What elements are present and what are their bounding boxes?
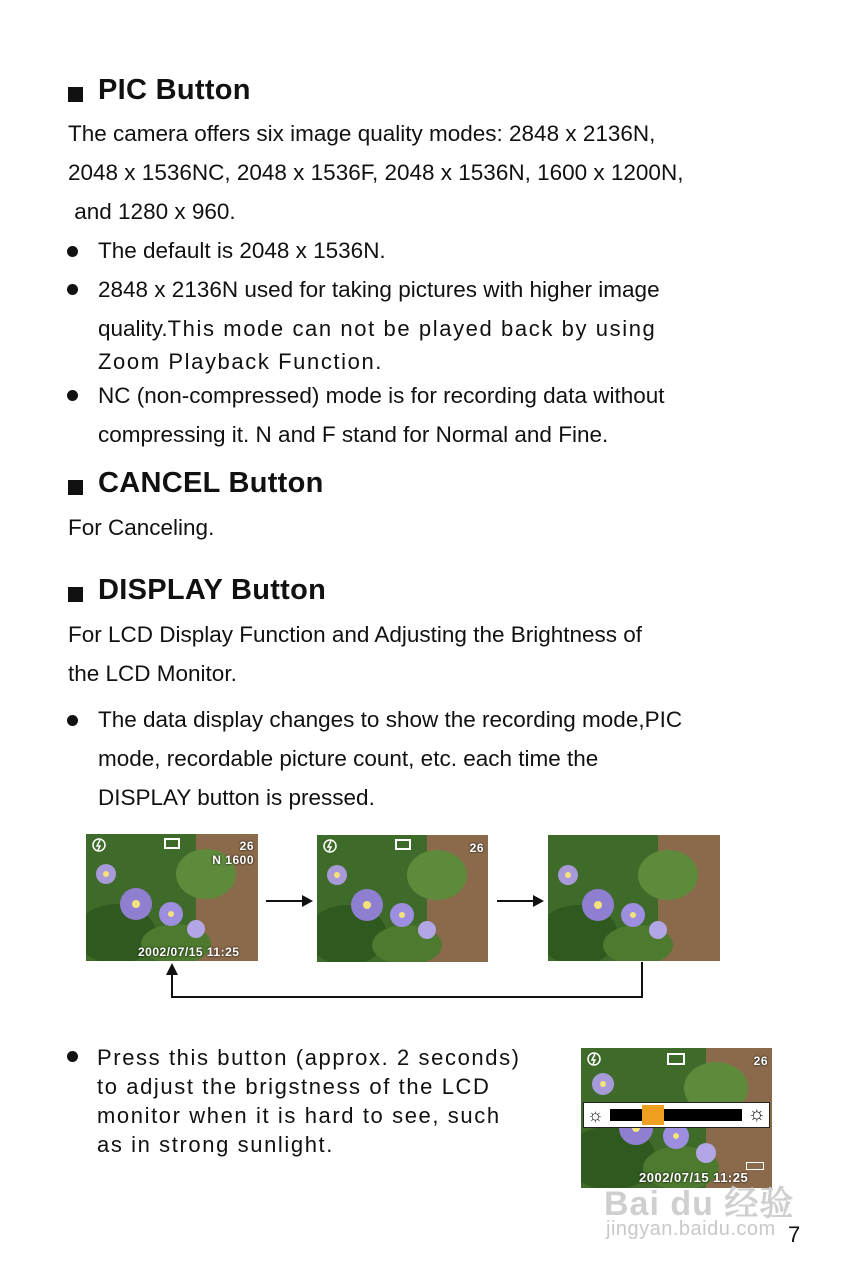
cancel-body: For Canceling. [68, 515, 215, 540]
display-body: For LCD Display Function and Adjusting the Brightness of [68, 622, 643, 647]
brightness-text [97, 1043, 521, 1159]
pic-playback-note: Zoom Playback Function. [98, 349, 384, 374]
right-arrow-icon [497, 894, 545, 908]
brightness-text-line: as in strong sunlight. [97, 1132, 334, 1157]
picture-count: 26 [239, 839, 254, 853]
pic-intro-line: 2048 x 1536NC, 2048 x 1536F, 2048 x 1536N, 1600 x 1200N, [68, 160, 684, 185]
frame-icon [164, 838, 180, 849]
watermark-brand: Bai du 经验 [604, 1185, 795, 1223]
sun-bright-icon: ☼ [747, 1103, 766, 1125]
brightness-slider-thumb[interactable] [642, 1105, 664, 1125]
bullet-dot [67, 390, 78, 401]
bullet-dot [67, 246, 78, 257]
date-time: 2002/07/15 11:25 [639, 1170, 749, 1185]
return-arrow-icon [164, 962, 644, 1002]
pic-high-quality-text: 2848 x 2136N used for taking pictures with higher image [98, 277, 660, 302]
lcd-screen-full-info [86, 834, 258, 961]
section-marker [68, 587, 83, 602]
picture-count: 26 [469, 841, 484, 855]
pic-default-text: The default is 2048 x 1536N. [98, 238, 386, 263]
watermark-url: jingyan.baidu.com [606, 1218, 776, 1240]
battery-icon [746, 1162, 764, 1170]
section-marker [68, 480, 83, 495]
bullet-dot [67, 715, 78, 726]
quality-mode: N 1600 [212, 853, 254, 867]
pic-nc-text: compressing it. N and F stand for Normal and Fine. [98, 422, 609, 447]
display-cycle-text: DISPLAY button is pressed. [98, 785, 375, 810]
brightness-slider-track[interactable] [610, 1109, 742, 1121]
pic-intro-line: The camera offers six image quality modes: 2848 x 2136N, [68, 121, 656, 146]
brightness-text-line: monitor when it is hard to see, such [97, 1103, 501, 1128]
lcd-screen-count-only [317, 835, 488, 962]
pic-intro-line: and 1280 x 960. [68, 199, 236, 224]
display-cycle-text: mode, recordable picture count, etc. each time the [98, 746, 599, 771]
lcd-screen-no-info [548, 835, 720, 961]
flower-photo [317, 835, 488, 962]
section-marker [68, 87, 83, 102]
display-cycle-text: The data display changes to show the recording mode,PIC [98, 707, 683, 732]
date-time: 2002/07/15 11:25 [138, 945, 240, 959]
pic-button-heading: PIC Button [98, 74, 251, 106]
flash-icon [92, 838, 106, 852]
pic-nc-text: NC (non-compressed) mode is for recording data without [98, 383, 665, 408]
brightness-text-line: to adjust the brigstness of the LCD [97, 1074, 491, 1099]
sun-dim-icon: ☼ [587, 1105, 604, 1125]
display-button-heading: DISPLAY Button [98, 574, 327, 606]
flash-icon [323, 839, 337, 853]
flash-icon [587, 1052, 601, 1066]
page-number: 7 [788, 1222, 801, 1247]
brightness-panel [583, 1102, 770, 1128]
right-arrow-icon [266, 894, 314, 908]
flower-photo [548, 835, 720, 961]
pic-quality-word: quality. [98, 316, 168, 341]
picture-count: 26 [753, 1054, 768, 1068]
bullet-dot [67, 284, 78, 295]
lcd-screen-brightness [581, 1048, 772, 1188]
cancel-button-heading: CANCEL Button [98, 467, 324, 499]
bullet-dot [67, 1051, 78, 1062]
frame-icon [395, 839, 411, 850]
pic-intro [68, 114, 683, 231]
display-body: the LCD Monitor. [68, 661, 237, 686]
frame-icon [667, 1053, 685, 1065]
pic-playback-note: This mode can not be played back by using [167, 316, 657, 341]
brightness-text-line: Press this button (approx. 2 seconds) [97, 1045, 521, 1070]
